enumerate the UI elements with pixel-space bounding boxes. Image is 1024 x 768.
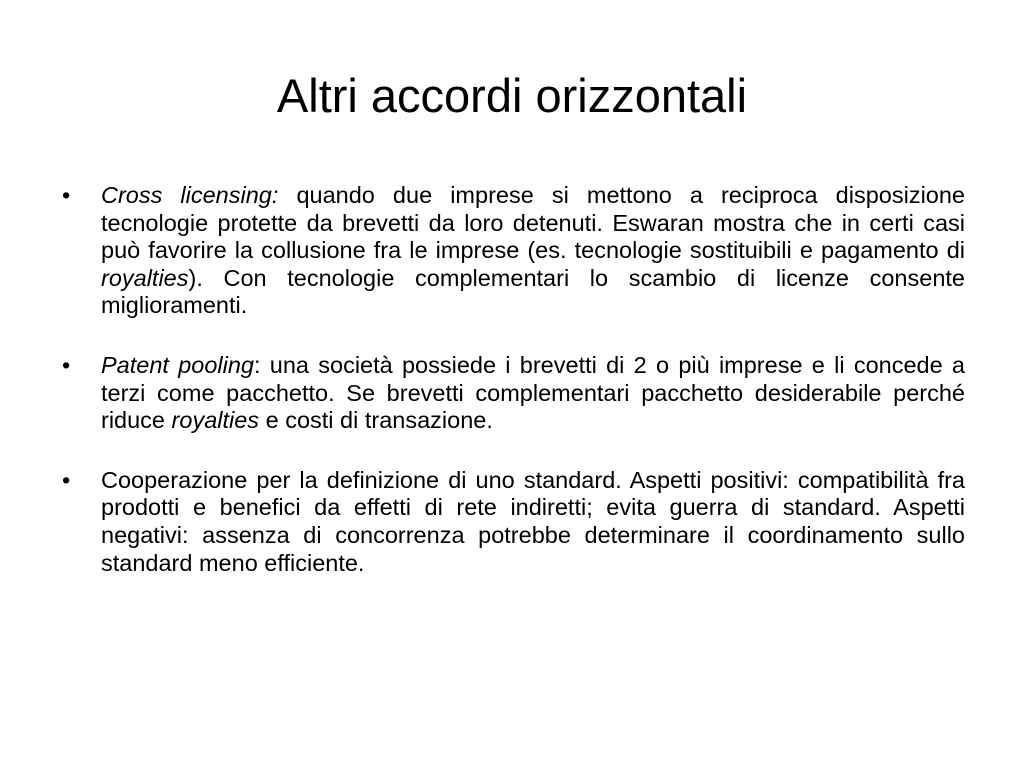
bullet-emphasis: royalties — [171, 407, 260, 434]
bullet-text: ). Con tecnologie complementari lo scambio di licenze consente miglioramenti. — [101, 264, 965, 319]
slide-title: Altri accordi orizzontali — [276, 69, 748, 122]
bullet-text: : una società possiede i brevetti di 2 o più imprese e li concede a terzi come pacchetto. Se brevetti complementari pacchetto desiderabile perché riduce — [101, 351, 965, 434]
bullet-text: e costi di transazione. — [259, 407, 493, 434]
bullet-list — [62, 182, 965, 609]
bullet-icon: • — [62, 182, 71, 208]
bullet-standard-cooperation — [62, 467, 965, 577]
bullet-term: Cross licensing: — [101, 182, 279, 208]
bullet-emphasis: royalties — [101, 264, 189, 291]
bullet-patent-pooling — [62, 352, 965, 435]
bullet-term: Patent pooling — [101, 351, 254, 378]
bullet-icon: • — [62, 351, 71, 378]
bullet-cross-licensing — [62, 182, 965, 320]
bullet-icon: • — [62, 466, 71, 493]
bullet-text: Cooperazione per la definizione di uno standard. Aspetti positivi: compatibilità fra prodotti e benefici da effetti di rete indiretti; evita guerra di standard. Aspetti negativi: assenza di concorrenza potrebbe determinare il coordinamento sullo standard meno efficiente. — [101, 466, 965, 576]
bullet-text: quando due imprese si mettono a reciproca disposizione tecnologie protette da brevetti da loro detenuti. Eswaran mostra che in certi casi può favorire la collusione fra le imprese (es. tecnologie sostituibili e pagamento di — [101, 182, 966, 264]
